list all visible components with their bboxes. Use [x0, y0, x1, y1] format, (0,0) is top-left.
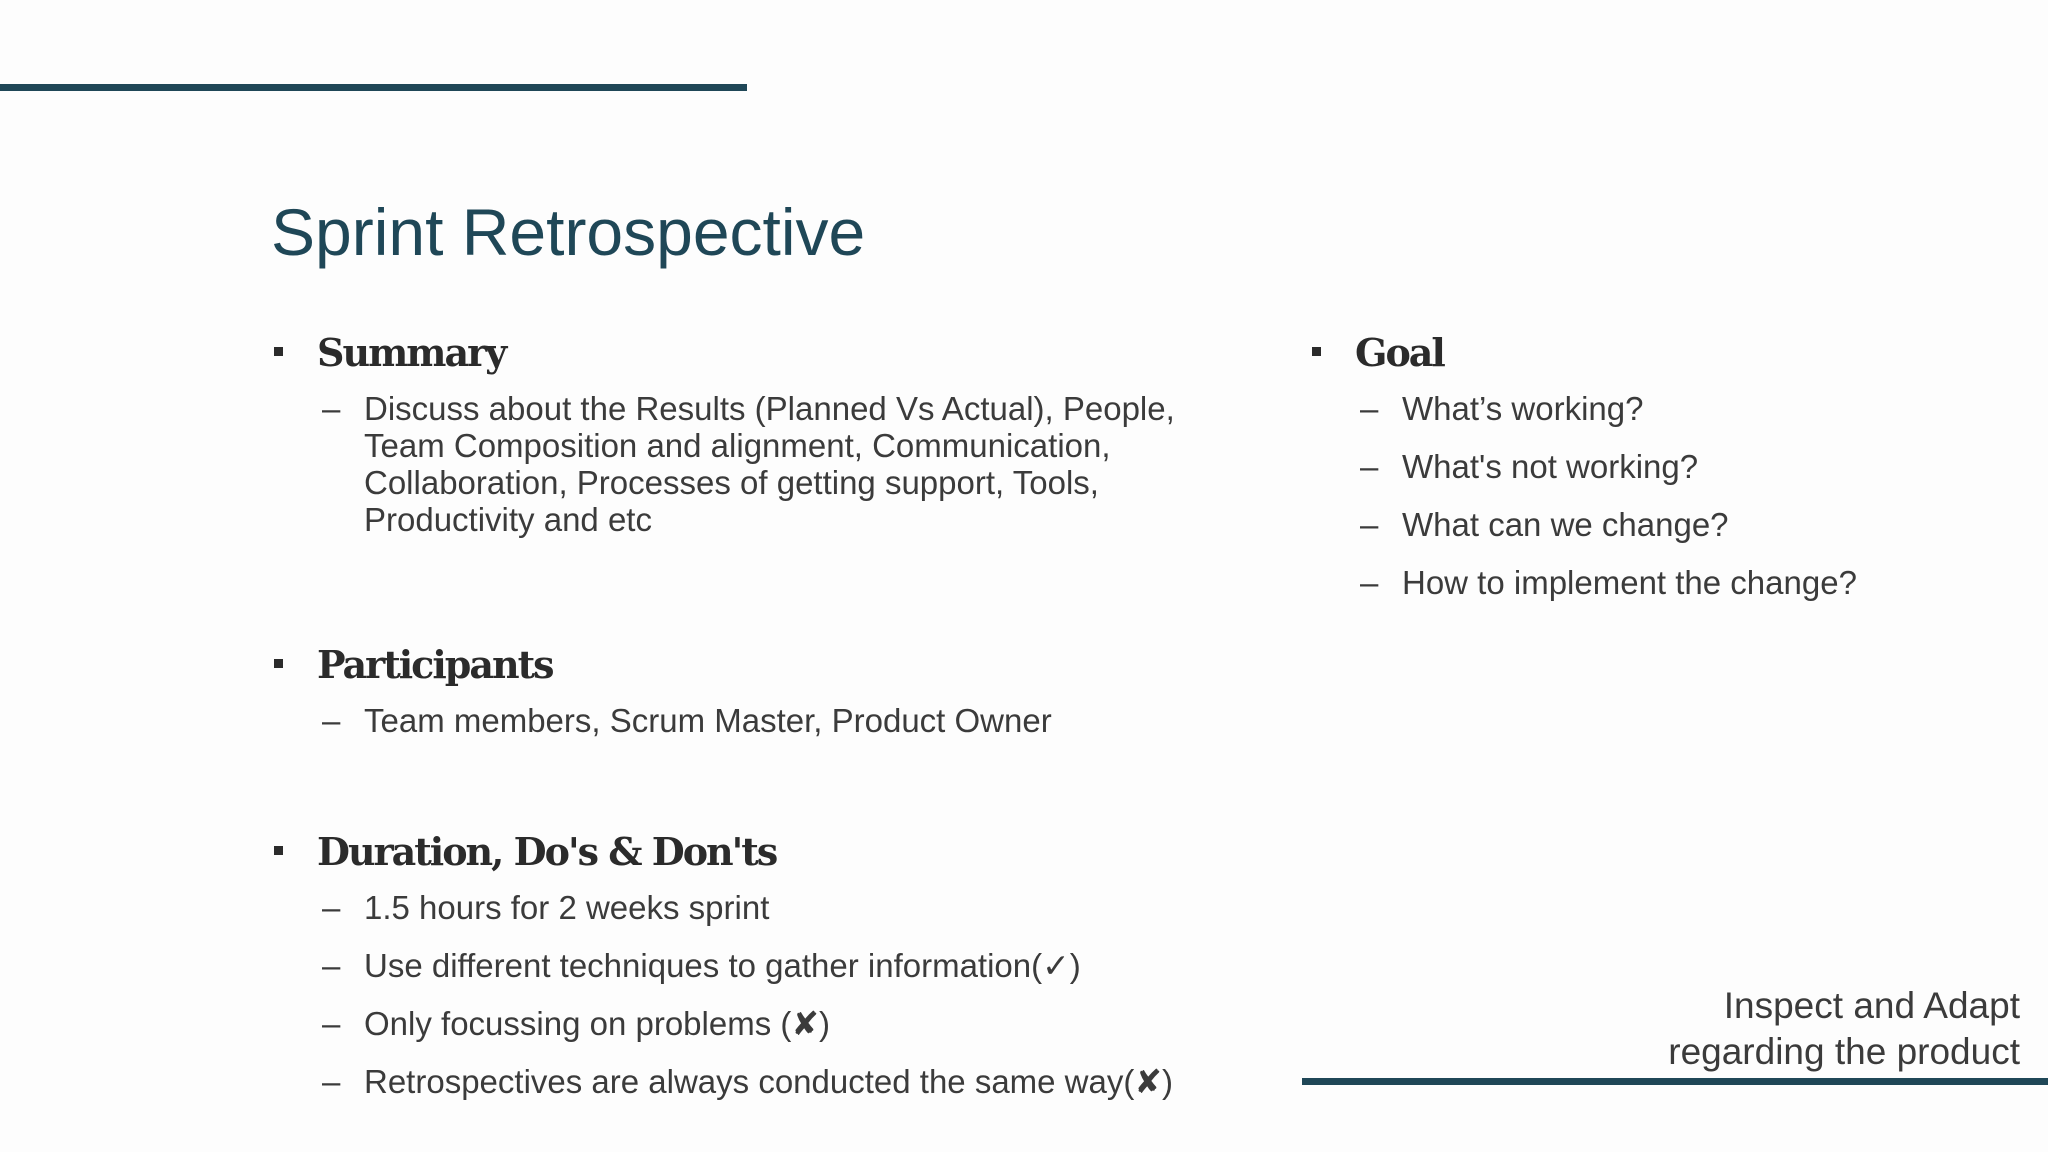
section-summary — [271, 328, 1175, 538]
section-heading — [1309, 328, 1989, 378]
section-heading — [271, 640, 1171, 690]
list-item-text: What’s working? — [1402, 390, 1644, 427]
list-item-text: Discuss about the Results (Planned Vs Actual), People, Team Composition and alignment, Communication, Collaboration, Processes of getting support, Tools, Productivity and etc — [364, 390, 1175, 538]
list-item — [271, 390, 1224, 538]
dash-bullet-icon: – — [1360, 448, 1379, 485]
square-bullet-icon — [274, 659, 283, 668]
section-heading-text: Duration, Do's & Don'ts — [317, 829, 777, 874]
tagline — [1668, 983, 2020, 1075]
list-item-text: 1.5 hours for 2 weeks sprint — [364, 889, 770, 926]
square-bullet-icon — [274, 347, 283, 356]
list-item — [271, 1005, 1171, 1042]
list-item — [1309, 564, 1989, 601]
list-item — [1309, 506, 1989, 543]
dash-bullet-icon: – — [322, 1005, 341, 1042]
section-goal — [1309, 328, 1989, 601]
dash-bullet-icon: – — [322, 390, 341, 427]
list-item-text: How to implement the change? — [1402, 564, 1857, 601]
list-item-text: Retrospectives are always conducted the same way(✘) — [364, 1063, 1173, 1100]
right-column — [1309, 328, 1989, 601]
list-item-text: Only focussing on problems (✘) — [364, 1005, 830, 1042]
list-item — [271, 947, 1171, 984]
tagline-line: regarding the product — [1668, 1031, 2020, 1072]
section-duration — [271, 827, 1171, 1100]
bottom-accent-rule — [1302, 1078, 2048, 1085]
slide-title: Sprint Retrospective — [271, 195, 866, 269]
dash-bullet-icon: – — [322, 1063, 341, 1100]
list-item-text: What can we change? — [1402, 506, 1729, 543]
list-item-text: Team members, Scrum Master, Product Owner — [364, 702, 1052, 739]
list-item — [271, 889, 1171, 926]
dash-bullet-icon: – — [1360, 390, 1379, 427]
dash-bullet-icon: – — [322, 702, 341, 739]
section-participants — [271, 640, 1171, 739]
dash-bullet-icon: – — [1360, 506, 1379, 543]
section-heading — [271, 827, 1171, 877]
tagline-line: Inspect and Adapt — [1723, 985, 2020, 1026]
list-item-text: What's not working? — [1402, 448, 1699, 485]
section-heading — [271, 328, 1171, 378]
dash-bullet-icon: – — [322, 947, 341, 984]
square-bullet-icon — [1312, 347, 1321, 356]
list-item — [271, 702, 1171, 739]
dash-bullet-icon: – — [1360, 564, 1379, 601]
section-heading-text: Goal — [1355, 330, 1444, 375]
section-heading-text: Participants — [317, 642, 553, 687]
left-column — [271, 328, 1175, 1100]
list-item — [1309, 390, 1989, 427]
dash-bullet-icon: – — [322, 889, 341, 926]
top-accent-rule — [0, 84, 747, 91]
list-item-text: Use different techniques to gather information(✓) — [364, 947, 1081, 984]
section-heading-text: Summary — [317, 330, 506, 375]
list-item — [271, 1063, 1184, 1100]
square-bullet-icon — [274, 846, 283, 855]
list-item — [1309, 448, 1989, 485]
